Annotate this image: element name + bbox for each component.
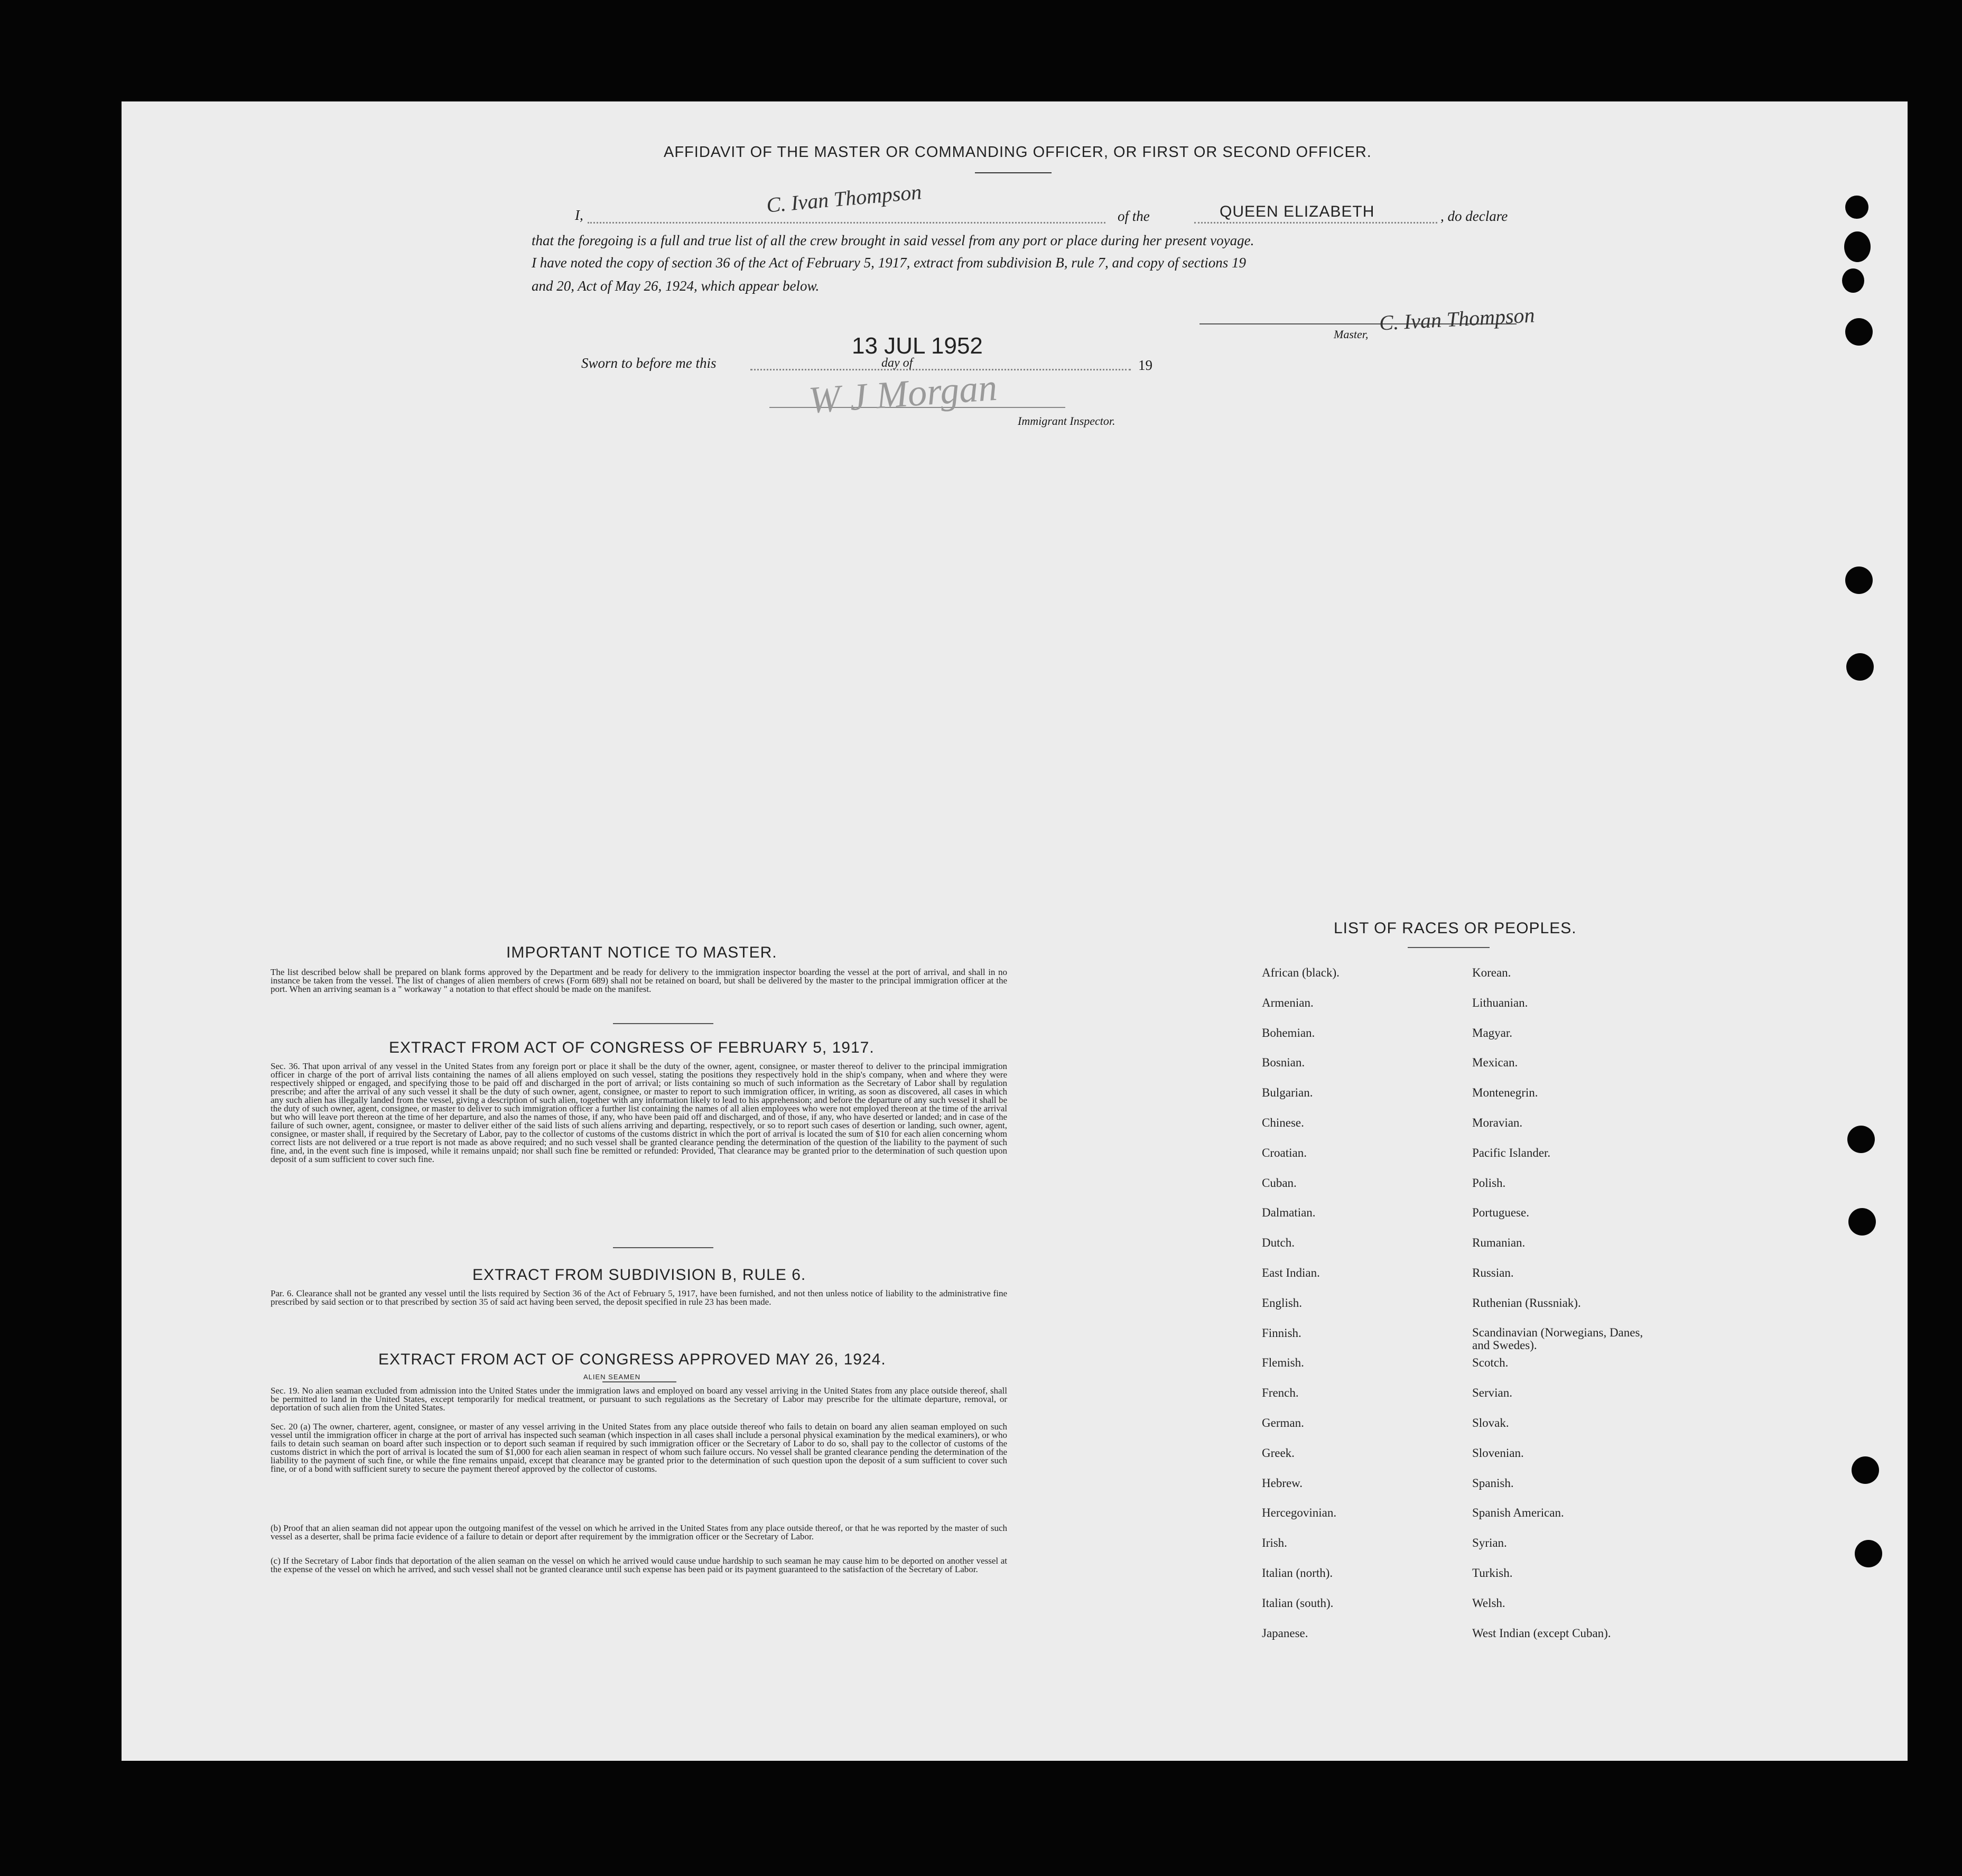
vessel-name-line: [1194, 222, 1437, 224]
race-item: Spanish.: [1472, 1476, 1514, 1490]
sec19-text: Sec. 19. No alien seaman excluded from admission into the United States under the immigration laws and employed on board any vessel arriving in the United States from any place outside thereof, shall be permitted to land in the United States, except temporarily for medical treatment, or pursuant to such regulations as the Secretary of Labor may prescribe for the ultimate departure, removal, or deportation of such alien from the United States.: [271, 1386, 1007, 1413]
officer-signature: C. Ivan Thompson: [765, 180, 923, 217]
sworn-label: Sworn to before me this: [581, 355, 717, 371]
race-item: Hercegovinian.: [1262, 1506, 1337, 1519]
master-signature: C. Ivan Thompson: [1379, 303, 1536, 335]
year-prefix: 19: [1138, 357, 1152, 373]
race-item: Italian (south).: [1262, 1596, 1334, 1610]
race-item: Scotch.: [1472, 1356, 1509, 1369]
punch-hole: [1845, 318, 1873, 346]
race-item: Japanese.: [1262, 1627, 1308, 1640]
sec20a-text: Sec. 20 (a) The owner, charterer, agent, consignee, or master of any vessel arriving in the United States from any place outside thereof who fails to detain on board any alien seaman employed on such vessel until the immigration officer in charge at the port of arrival has inspected such seaman (which inspection in all cases shall include a personal physical examination by the medical examiners), or who fails to detain such seaman on board after such inspection or to deport such seaman if required by such immigration officer or the Secretary of Labor to do so, shall pay to the collector of customs of the customs district in which the port of arrival is located the sum of $1,000 for each alien seaman in respect of whom such failure occurs. No vessel shall be granted clearance pending the determination of the liability to the payment of such fine, or while the fine remains unpaid, except that clearance may be granted prior to the determination of such question upon the deposit of a sum sufficient to cover such fine, or of a bond with sufficient surety to secure the payment thereof approved by the collector of customs.: [271, 1422, 1007, 1474]
extract-1917-divider: [613, 1247, 713, 1248]
notice-title: IMPORTANT NOTICE TO MASTER.: [506, 944, 777, 961]
officer-name-line: [588, 222, 1105, 224]
punch-hole: [1845, 196, 1868, 219]
race-item: Chinese.: [1262, 1116, 1304, 1129]
rule6-title: EXTRACT FROM SUBDIVISION B, RULE 6.: [472, 1266, 806, 1284]
race-item: Irish.: [1262, 1536, 1287, 1549]
race-item: Rumanian.: [1472, 1236, 1526, 1249]
race-item: Bulgarian.: [1262, 1086, 1313, 1099]
punch-hole: [1842, 268, 1864, 293]
races-divider: [1408, 947, 1490, 948]
race-item: Servian.: [1472, 1386, 1513, 1399]
punch-hole: [1847, 1126, 1875, 1153]
rule6-text: Par. 6. Clearance shall not be granted any vessel until the lists required by Section 36 of the Act of February 5, 1917, have been furnished, and not then unless notice of liability to the administrative fine prescribed by said section or to that prescribed by section 35 of said act having been served, the deposit specified in rule 23 has been made.: [271, 1288, 1007, 1307]
race-item: Scandinavian (Norwegians, Danes, and Swedes).: [1472, 1326, 1643, 1352]
race-item: Greek.: [1262, 1446, 1295, 1460]
race-item: African (black).: [1262, 966, 1340, 979]
extract-1924-divider: [602, 1381, 676, 1382]
race-item: East Indian.: [1262, 1266, 1320, 1279]
race-item: Portuguese.: [1472, 1206, 1529, 1219]
sec20b-text: (b) Proof that an alien seaman did not appear upon the outgoing manifest of the vessel on which he arrived in the United States from any place outside thereof, or that he was reported by the master of such vessel as a deserter, shall be prima facie evidence of a failure to detain or deport after requirement by the immigration officer or the Secretary of Labor.: [271, 1523, 1007, 1541]
race-item: Croatian.: [1262, 1146, 1307, 1159]
race-item: Hebrew.: [1262, 1476, 1303, 1490]
punch-hole: [1852, 1456, 1879, 1484]
notice-text: The list described below shall be prepared on blank forms approved by the Department and be ready for delivery to the immigration inspector boarding the vessel at the port of arrival, and shall in no instance be taken from the vessel. The list of changes of alien members of crews (Form 689) shall not be retained on board, but shall be delivered by the master to the principal immigration officer at the port. When an arriving seaman is a " workaway " a notation to that effect should be made on the manifest.: [271, 967, 1007, 994]
race-item: Italian (north).: [1262, 1566, 1333, 1580]
race-item: Dalmatian.: [1262, 1206, 1316, 1219]
race-item: Spanish American.: [1472, 1506, 1564, 1519]
race-item: Mexican.: [1472, 1056, 1518, 1069]
race-item: Finnish.: [1262, 1326, 1301, 1340]
race-item: Slovenian.: [1472, 1446, 1524, 1460]
race-item: Turkish.: [1472, 1566, 1513, 1580]
punch-hole: [1845, 566, 1873, 594]
title-divider: [975, 172, 1052, 173]
race-item: Polish.: [1472, 1176, 1506, 1190]
race-item: French.: [1262, 1386, 1299, 1399]
of-the-label: of the: [1118, 208, 1150, 224]
notice-divider: [613, 1023, 713, 1024]
extract-1917-text: Sec. 36. That upon arrival of any vessel in the United States from any foreign port or place it shall be the duty of the owner, agent, consignee, or master thereof to deliver to the principal immigration officer in charge of the port of arrival lists containing the names of all aliens employed on such vessel, stating the positions they respectively hold in the ship's company, when and where they were respectively shipped or engaged, and specifying those to be paid off and discharged in the port of arrival; or lists containing so much of such information as the Secretary of Labor shall by regulation prescribe; and after the arrival of any such vessel it shall be the duty of such owner, agent, consignee, or master to report to such immigration officer, in writing, as soon as discovered, all cases in which any such alien has illegally landed from the vessel, giving a description of such alien, together with any information likely to lead to his apprehension; and before the departure of any such vessel it shall be the duty of such owner, agent, consignee, or master to deliver to such immigration officer a further list containing the names of all alien employees who were not employed thereon at the time of the arrival but who will leave port thereon at the time of her departure, and also the names of those, if any, who have been paid off and discharged, and of those, if any, who have deserted or landed; and in case of the failure of such owner, agent, consignee, or master to deliver either of the said lists of such aliens arriving and departing, respectively, or so to report such cases of desertion or landing, such owner, agent, consignee, or master shall, if required by the Secretary of Labor, pay to the collector of customs of the customs district in which the port of arrival is located the sum of $10 for each alien concerning whom correct lists are not delivered or a true report is not made as above required; and no such vessel shall be granted clearance pending the determination of the question of the liability to the payment of such fine, and, in the event such fine is imposed, while it remains unpaid; nor shall such fine be remitted or refunded: Provided, That clearance may be granted prior to the determination of such question upon deposit of a sum sufficient to cover such fine.: [271, 1061, 1007, 1164]
race-item: Flemish.: [1262, 1356, 1304, 1369]
race-item: Pacific Islander.: [1472, 1146, 1551, 1159]
race-item: Magyar.: [1472, 1026, 1513, 1039]
affidavit-body-line1: that the foregoing is a full and true list of all the crew brought in said vessel from any port or place during her present voyage.: [532, 233, 1254, 248]
race-item: Welsh.: [1472, 1596, 1505, 1610]
extract-1924-title: EXTRACT FROM ACT OF CONGRESS APPROVED MAY 26, 1924.: [378, 1351, 886, 1368]
race-item: Korean.: [1472, 966, 1511, 979]
document-page: [122, 101, 1908, 1761]
i-label: I,: [575, 207, 583, 223]
race-item: Ruthenian (Russniak).: [1472, 1296, 1581, 1310]
do-declare-label: , do declare: [1440, 208, 1508, 224]
race-item: Cuban.: [1262, 1176, 1297, 1190]
day-of-label: day of: [881, 356, 913, 370]
race-item: Russian.: [1472, 1266, 1514, 1279]
race-item: West Indian (except Cuban).: [1472, 1627, 1611, 1640]
inspector-signature: W J Morgan: [807, 366, 999, 422]
race-item: Syrian.: [1472, 1536, 1507, 1549]
inspector-label: Immigrant Inspector.: [1018, 414, 1115, 428]
race-item: Moravian.: [1472, 1116, 1523, 1129]
race-item: German.: [1262, 1416, 1304, 1429]
date-stamp: 13 JUL 1952: [852, 333, 983, 359]
punch-hole: [1848, 1208, 1876, 1236]
master-label: Master,: [1334, 328, 1369, 341]
affidavit-body-line2: I have noted the copy of section 36 of the Act of February 5, 1917, extract from subdivision B, rule 7, and copy of sections 19: [532, 255, 1246, 271]
races-title: LIST OF RACES OR PEOPLES.: [1334, 920, 1577, 937]
affidavit-title: AFFIDAVIT OF THE MASTER OR COMMANDING OFFICER, OR FIRST OR SECOND OFFICER.: [664, 144, 1372, 161]
race-item: English.: [1262, 1296, 1303, 1310]
race-item: Bohemian.: [1262, 1026, 1315, 1039]
punch-hole: [1855, 1540, 1882, 1567]
sec20c-text: (c) If the Secretary of Labor finds that deportation of the alien seaman on the vessel on which he arrived would cause undue hardship to such seaman he may cause him to be deported on another vessel at the expense of the vessel on which he arrived, and such vessel shall not be granted clearance until such expense has been paid or its payment guaranteed to the satisfaction of the Secretary of Labor.: [271, 1556, 1007, 1574]
race-item: Lithuanian.: [1472, 996, 1528, 1009]
alien-seamen-subtitle: ALIEN SEAMEN: [583, 1373, 641, 1381]
race-item: Dutch.: [1262, 1236, 1295, 1249]
race-item: Montenegrin.: [1472, 1086, 1538, 1099]
affidavit-body-line3: and 20, Act of May 26, 1924, which appear below.: [532, 278, 820, 294]
race-item: Armenian.: [1262, 996, 1314, 1009]
extract-1917-title: EXTRACT FROM ACT OF CONGRESS OF FEBRUARY 5, 1917.: [389, 1039, 875, 1056]
vessel-name: QUEEN ELIZABETH: [1220, 203, 1375, 220]
race-item: Bosnian.: [1262, 1056, 1305, 1069]
race-item: Slovak.: [1472, 1416, 1509, 1429]
punch-hole: [1844, 231, 1871, 262]
punch-hole: [1846, 653, 1874, 681]
